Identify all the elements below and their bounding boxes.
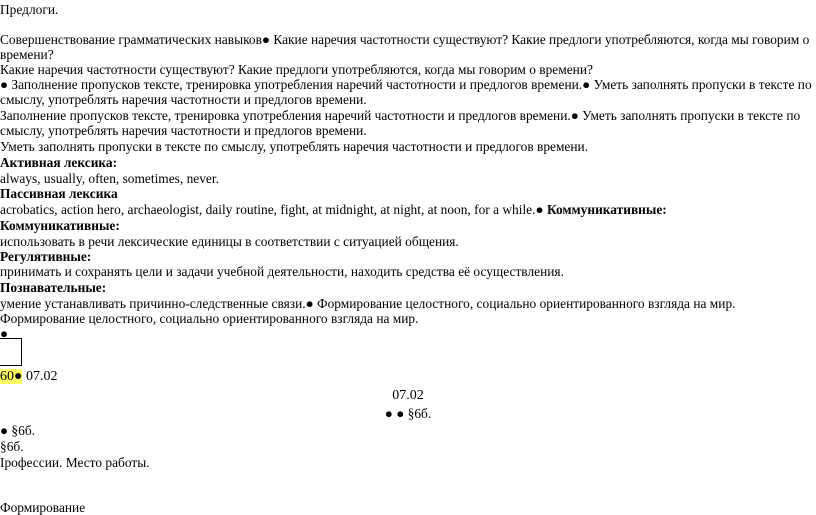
- active-vocab-heading: Активная лексика:: [0, 155, 118, 170]
- highlighted-line: [0, 369, 57, 384]
- date-inline: 07.02: [22, 369, 58, 384]
- cognitive-heading: Познавательные:: [0, 280, 107, 295]
- paragraph-gap-filling: Заполнение пропусков тексте, тренировка употребления наречий частотности и предлогов времени.● Уметь заполнять пропуски в тексте по смыслу, употреблять наречия частотности и предлогов времени.: [0, 108, 801, 139]
- bullet-symbol: ●: [0, 326, 9, 341]
- communicative-text: использовать в речи лексические единицы в соответствии с ситуацией общения.: [0, 234, 459, 249]
- empty-box: [0, 338, 22, 366]
- cognitive-text: умение устанавливать причинно-следственные связи.● Формирование целостного, социально ориентированного взгляда на мир.: [0, 296, 736, 311]
- paragraph-skills-questions: Совершенствование грамматических навыков● Какие наречия частотности существуют? Какие предлоги употребляются, когда мы говорим о времени?: [0, 32, 810, 63]
- document-title: Предлоги.: [0, 2, 59, 17]
- date-centered: 07.02: [392, 388, 424, 403]
- regulative-text: принимать и сохранять цели и задачи учебной деятельности, находить средства её осуществления.: [0, 264, 564, 279]
- paragraph-questions: Какие наречия частотности существуют? Какие предлоги употребляются, когда мы говорим о времени?: [0, 62, 593, 77]
- paragraph-gap-filling-bullet: ● Заполнение пропусков тексте, тренировка употребления наречий частотности и предлогов времени.● Уметь заполнять пропуски в тексте по смыслу, употреблять наречия частотности и предлогов времени.: [0, 77, 812, 108]
- communicative-inline-heading: Коммуникативные:: [546, 202, 667, 217]
- paragraph-ref-bullet: ● §6б.: [0, 423, 35, 438]
- paragraph-skill: Уметь заполнять пропуски в тексте по смыслу, употреблять наречия частотности и предлогов времени.: [0, 139, 589, 154]
- paragraph-ref: §6б.: [0, 439, 24, 454]
- centered-paragraph-ref: ● ● §6б.: [384, 406, 432, 421]
- highlighted-number: 60●: [0, 369, 23, 384]
- passive-vocab-words: acrobatics, action hero, archaeologist, daily routine, fight, at midnight, at night, at noon, for a while.●: [0, 202, 544, 217]
- communicative-heading: Коммуникативные:: [0, 218, 120, 233]
- regulative-heading: Регулятивные:: [0, 249, 92, 264]
- active-vocab-words: always, usually, often, sometimes, never.: [0, 171, 219, 186]
- passive-vocab-line: [0, 202, 667, 217]
- footer-word: Формирование: [0, 500, 86, 515]
- formation-line: Формирование целостного, социально ориентированного взгляда на мир.: [0, 311, 419, 326]
- professions-line: Ірофессии. Место работы.: [0, 455, 150, 470]
- passive-vocab-heading: Пассивная лексика: [0, 186, 118, 201]
